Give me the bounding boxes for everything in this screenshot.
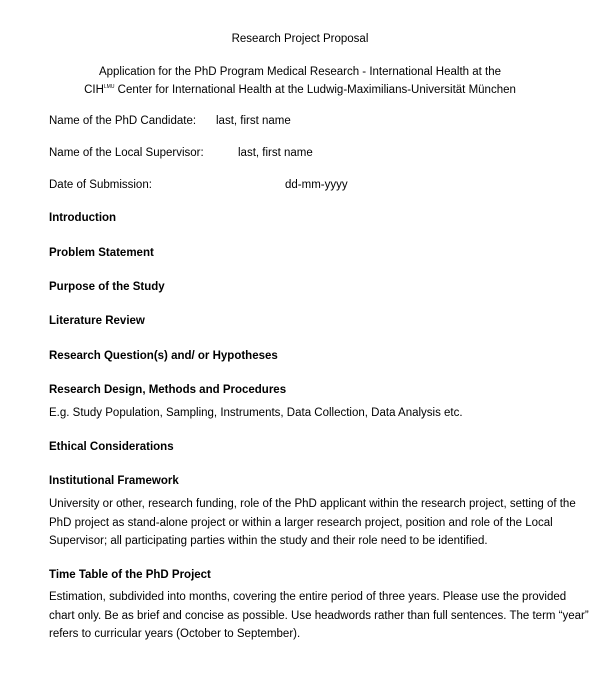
supervisor-value: last, first name [238,147,313,159]
framework-text-line: University or other, research funding, role of the PhD applicant within the research project, setting of the [49,498,576,510]
submission-label: Date of Submission: [49,179,152,191]
heading-ethical-considerations: Ethical Considerations [49,441,174,453]
heading-purpose: Purpose of the Study [49,281,165,293]
submission-value: dd-mm-yyyy [285,179,348,191]
timetable-text-line: Estimation, subdivided into months, covering the entire period of three years. Please use the provided [49,591,567,603]
candidate-label: Name of the PhD Candidate: [49,115,197,127]
heading-research-questions: Research Question(s) and/ or Hypotheses [49,350,278,362]
lmu-superscript: LMU [103,84,115,90]
heading-literature-review: Literature Review [49,315,145,327]
subtitle-line-2-text: Center for International Health at the Ludwig-Maximilians-Universität München [114,84,516,96]
heading-time-table: Time Table of the PhD Project [49,569,211,581]
framework-text-line: Supervisor; all participating parties within the study and their role need to be identified. [49,535,488,547]
heading-research-design: Research Design, Methods and Procedures [49,384,287,396]
heading-institutional-framework: Institutional Framework [49,475,179,487]
heading-problem-statement: Problem Statement [49,247,154,259]
cih-abbreviation: CIH [84,84,104,96]
research-design-text: E.g. Study Population, Sampling, Instruments, Data Collection, Data Analysis etc. [49,407,463,419]
heading-introduction: Introduction [49,212,117,224]
document-title: Research Project Proposal [231,33,369,45]
subtitle-line-2 [0,83,600,97]
candidate-value: last, first name [216,115,291,127]
supervisor-label: Name of the Local Supervisor: [49,147,204,159]
institutional-framework-text [49,495,576,551]
time-table-text [49,588,589,644]
timetable-text-line: refers to curricular years (October to September). [49,628,301,640]
timetable-text-line: chart only. Be as brief and concise as possible. Use headwords rather than full sentences. The term “year” [49,609,589,622]
subtitle-line-1: Application for the PhD Program Medical Research - International Health at the [98,66,502,78]
framework-text-line: PhD project as stand-alone project or within a larger research project, position and role of the Local [49,516,553,529]
